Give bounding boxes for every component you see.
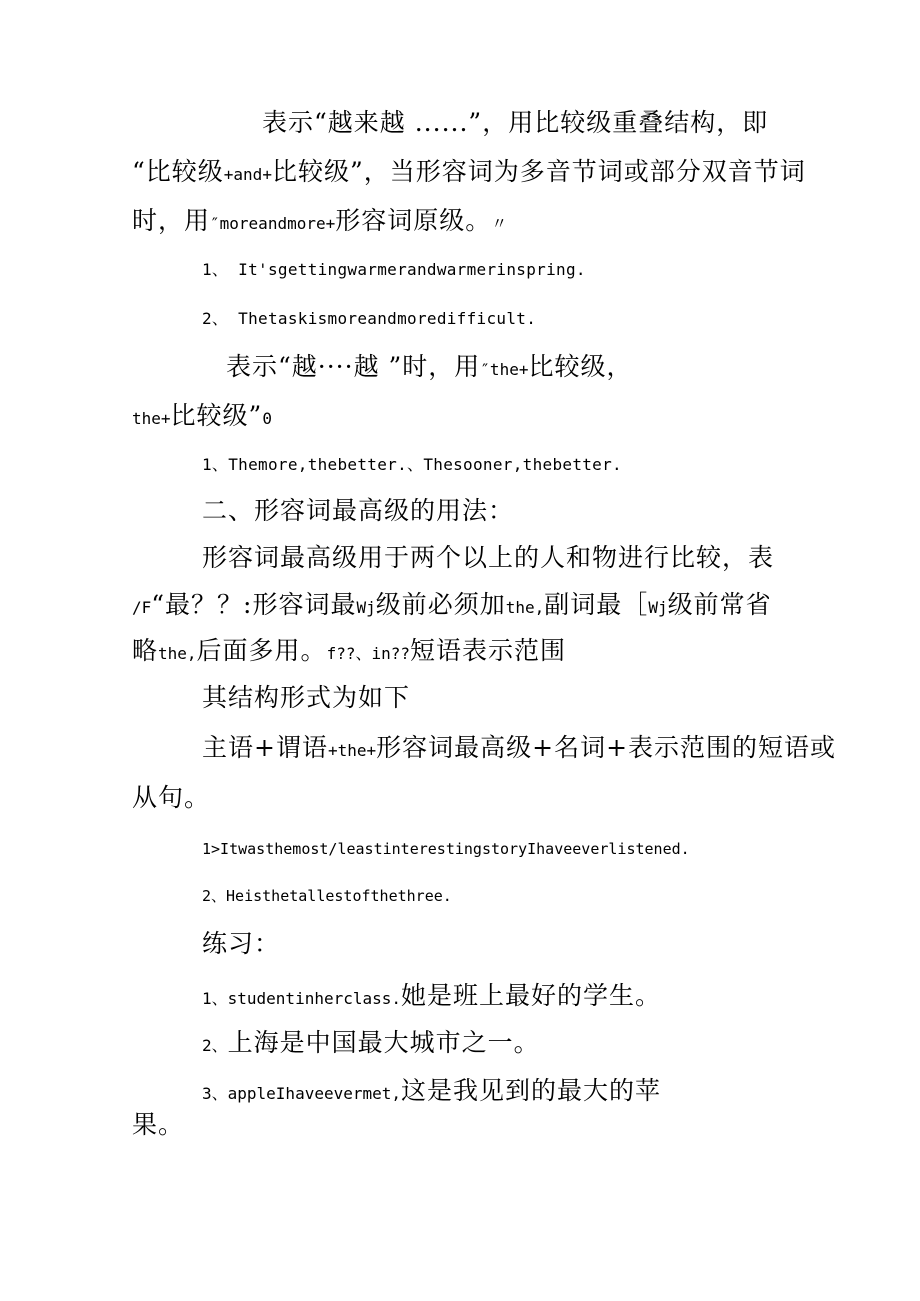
- paragraph-the-more-line-2: [132, 403, 272, 428]
- example-superlative-2: 2、Heisthetallestofthethree.: [202, 887, 452, 905]
- text-segment: 后面多用。: [196, 636, 327, 665]
- text-segment: Wj: [356, 598, 376, 617]
- text-segment: 比较级”: [170, 401, 263, 430]
- section-heading-superlative: 二、形容词最高级的用法：: [202, 496, 515, 525]
- paragraph-superlative-line-1: 形容词最高级用于两个以上的人和物进行比较，表: [202, 543, 775, 572]
- example-superlative-1: 1>Itwasthemost/leastinterestingstoryIhaveeverlistened.: [202, 840, 690, 858]
- paragraph-superlative-line-3: [132, 638, 566, 663]
- text-segment: 主语+谓语: [202, 733, 328, 762]
- text-segment: the,: [158, 644, 197, 663]
- text-segment: 上海是中国最大城市之一。: [227, 1028, 540, 1057]
- text-segment: +the+: [327, 741, 377, 760]
- structure-formula-line-1: [202, 735, 836, 760]
- text-segment: 形容词原级。: [335, 206, 492, 235]
- exercise-2: [202, 1030, 540, 1055]
- text-segment: 比较级”，当形容词为多音节词或部分双音节词: [271, 157, 806, 186]
- paragraph-comparative-line-3: [132, 208, 507, 233]
- text-segment: 2、: [202, 1036, 228, 1055]
- text-segment: “最？？:形容词最: [151, 590, 357, 619]
- paragraph-comparative-line-2: [132, 159, 806, 184]
- text-segment: 级前常省: [667, 590, 772, 619]
- example-2: 2、 Thetaskismoreandmoredifficult.: [202, 309, 537, 328]
- text-segment: +and+: [223, 165, 272, 184]
- text-segment: 级前必须加: [375, 590, 506, 619]
- paragraph-the-more-line-1: [226, 354, 632, 379]
- text-segment: /F: [132, 598, 152, 617]
- text-segment: 略: [132, 636, 159, 665]
- exercise-1: [202, 983, 661, 1008]
- text-segment: f??、in??: [326, 644, 410, 663]
- text-segment: ″moreandmore+: [210, 214, 336, 233]
- text-segment: 比较级，: [528, 352, 633, 381]
- text-segment: 1、studentinherclass.: [202, 989, 402, 1008]
- exercise-3-line-1: [202, 1078, 661, 1103]
- text-segment: Wj: [648, 598, 668, 617]
- text-segment: 0: [262, 409, 272, 428]
- text-segment: 这是我见到的最大的苹: [401, 1076, 662, 1105]
- text-segment: 〃: [491, 214, 508, 233]
- text-segment: “比较级: [132, 157, 224, 186]
- text-segment: 短语表示范围: [410, 636, 567, 665]
- text-segment: ″the+: [480, 360, 529, 379]
- text-segment: 副词最［: [544, 590, 649, 619]
- text-segment: 她是班上最好的学生。: [401, 981, 662, 1010]
- text-segment: 形容词最高级+名词+表示范围的短语或: [376, 733, 837, 762]
- exercise-3-line-2: 果。: [132, 1110, 185, 1139]
- paragraph-comparative-line-1: 表示“越来越 ......”，用比较级重叠结构，即: [262, 108, 769, 137]
- text-segment: 时，用: [132, 206, 211, 235]
- structure-formula-line-2: 从句。: [132, 783, 211, 812]
- text-segment: 3、appleIhaveevermet,: [202, 1084, 402, 1103]
- structure-heading: 其结构形式为如下: [202, 683, 411, 712]
- text-segment: 表示“越····越 ”时，用: [226, 352, 481, 381]
- text-segment: the,: [505, 598, 545, 617]
- exercise-heading: 练习：: [202, 929, 281, 958]
- paragraph-superlative-line-2: [132, 592, 772, 617]
- example-the-more: 1、Themore,thebetter.、Thesooner,thebetter.: [202, 455, 622, 474]
- example-1: 1、 It'sgettingwarmerandwarmerinspring.: [202, 260, 586, 279]
- text-segment: the+: [132, 409, 171, 428]
